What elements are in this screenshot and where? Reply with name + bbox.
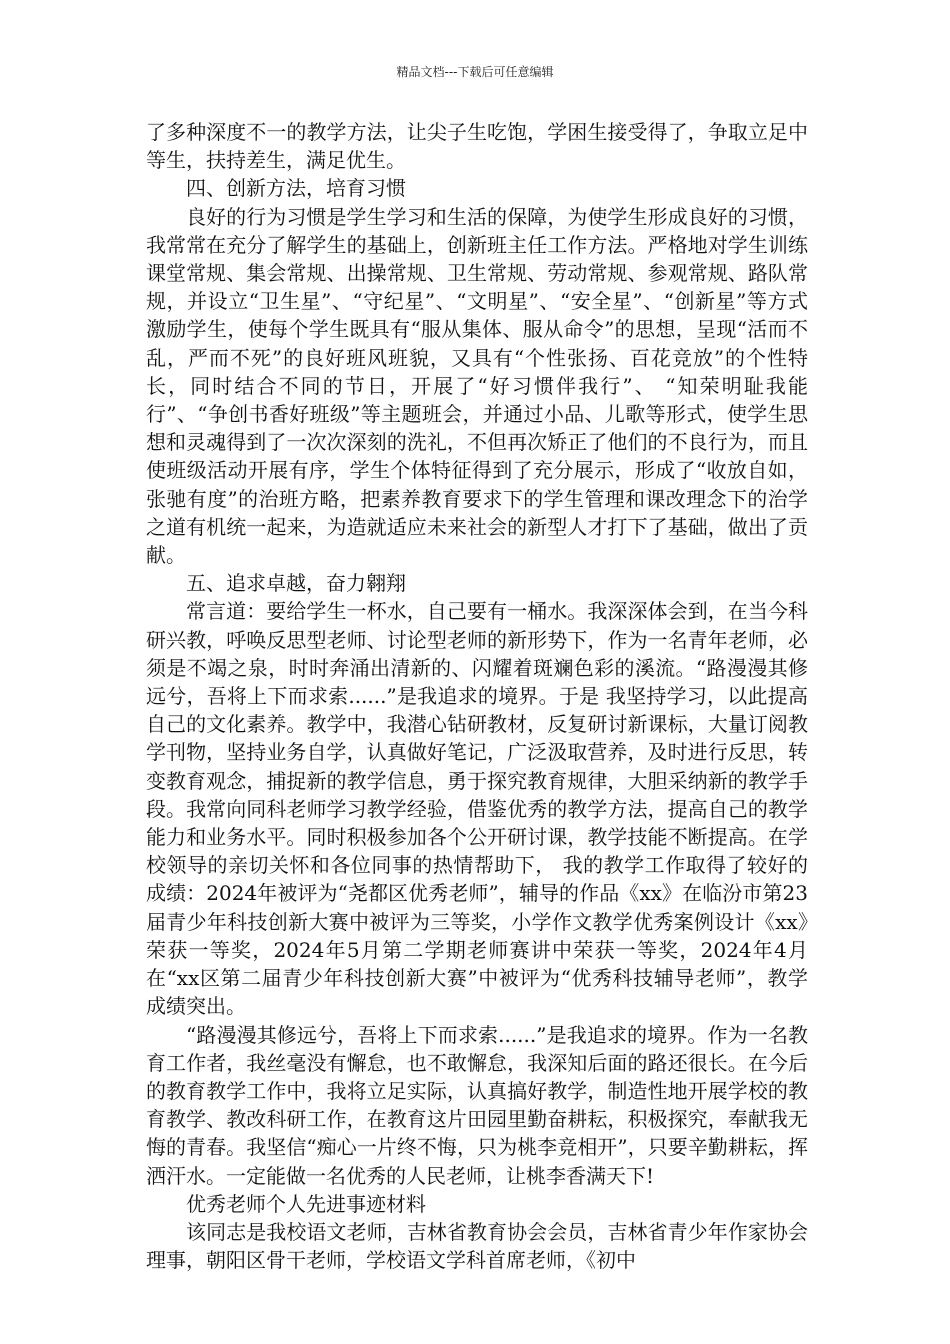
paragraph: 常言道：要给学生一杯水，自己要有一桶水。我深深体会到，在当今科研兴教，呼唤反思型老师、讨论型老师的新形势下，作为一名青年老师，必须是不竭之泉，时时奔涌出清新的、闪耀着斑斓色彩的溪流。“路漫漫其修远兮，吾将上下而求索......”是我追求的境界。于是 我坚持学习，以此提高自己的文化素养。教学中，我潜心钻研教材，反复研讨新课标，大量订阅教学刊物，坚持业务自学，认真做好笔记，广泛汲取营养，及时进行反思，转变教育观念，捕捉新的教学信息，勇于探究教育规律，大胆采纳新的教学手段。我常向同科老师学习教学经验，借鉴优秀的教学方法，提高自己的教学能力和业务水平。同时积极参加各个公开研讨课，教学技能不断提高。在学校领导的亲切关怀和各位同事的热情帮助下， 我的教学工作取得了较好的成绩：2024年被评为“尧都区优秀老师”，辅导的作品《xx》在临汾市第23届青少年科技创新大赛中被评为三等奖，小学作文教学优秀案例设计《xx》荣获一等奖，2024年5月第二学期老师赛讲中荣获一等奖，2024年4月在“xx区第二届青少年科技创新大赛”中被评为“优秀科技辅导老师”，教学成绩突出。 xyxy=(146,599,808,1019)
paragraph: 良好的行为习惯是学生学习和生活的保障，为使学生形成良好的习惯，我常常在充分了解学生的基础上，创新班主任工作方法。严格地对学生训练课堂常规、集会常规、出操常规、卫生常规、劳动常规、参观常规、路队常规，并设立“卫生星”、“守纪星”、“文明星”、“安全星”、“创新星”等方式激励学生，使每个学生既具有“服从集体、服从命令”的思想，呈现“活而不乱，严而不死”的良好班风班貌，又具有“个性张扬、百花竞放”的个性特长，同时结合不同的节日，开展了“好习惯伴我行”、 “知荣明耻我能行”、“争创书香好班级”等主题班会，并通过小品、儿歌等形式，使学生思想和灵魂得到了一次次深刻的洗礼，不但再次矫正了他们的不良行为，而且使班级活动开展有序，学生个体特征得到了充分展示，形成了“收放自如，张驰有度”的治班方略，把素养教育要求下的学生管理和课改理念下的治学之道有机统一起来，为造就适应未来社会的新型人才打下了基础，做出了贡献。 xyxy=(146,204,808,568)
page-header: 精品文档---下载后可任意编辑 xyxy=(396,65,554,79)
section-heading: 五、追求卓越，奋力翱翔 xyxy=(186,571,406,596)
paragraph: 了多种深度不一的教学方法，让尖子生吃饱，学困生接受得了，争取立足中等生，扶持差生，满足优生。 xyxy=(146,120,808,173)
section-heading: 四、创新方法，培育习惯 xyxy=(186,176,406,201)
document-title: 优秀老师个人先进事迹材料 xyxy=(186,1191,426,1216)
paragraph: “路漫漫其修远兮，吾将上下而求索......”是我追求的境界。作为一名教育工作者，我丝毫没有懈怠，也不敢懈怠，我深知后面的路还很长。在今后的教育教学工作中，我将立足实际，认真搞好教学，制造性地开展学校的教育教学、教改科研工作，在教育这片田园里勤奋耕耘，积极探究，奉献我无悔的青春。我坚信“痴心一片终不悔，只为桃李竞相开”，只要辛勤耕耘，挥洒汗水。一定能做一名优秀的人民老师，让桃李香满天下! xyxy=(146,1022,808,1188)
document-body xyxy=(146,118,808,1274)
paragraph: 该同志是我校语文老师，吉林省教育协会会员，吉林省青少年作家协会理事，朝阳区骨干老师，学校语文学科首席老师，《初中 xyxy=(146,1219,808,1273)
